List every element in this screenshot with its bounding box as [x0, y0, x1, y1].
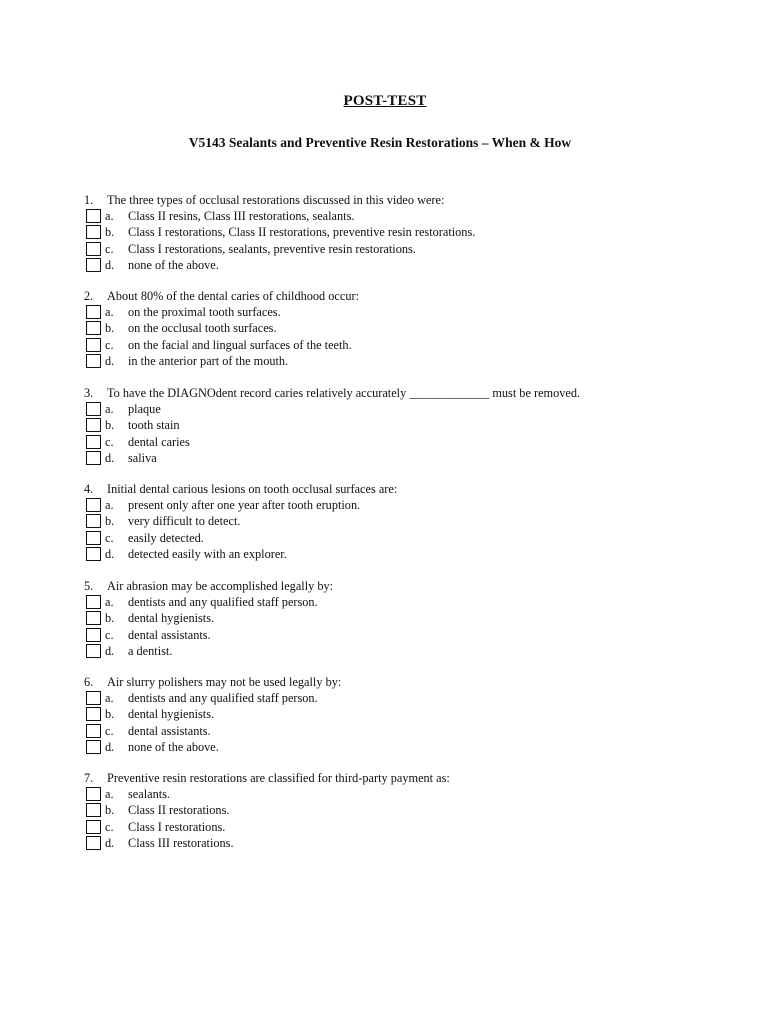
question-1 [84, 192, 744, 273]
option-b [84, 224, 744, 240]
question-text: The three types of occlusal restorations discussed in this video were: [107, 193, 445, 207]
question-stem [84, 192, 744, 208]
answer-checkbox[interactable] [86, 435, 101, 449]
question-text: Air slurry polishers may not be used legally by: [107, 675, 342, 689]
answer-checkbox[interactable] [86, 258, 101, 272]
option-d [84, 353, 744, 369]
option-letter: c. [105, 530, 114, 545]
question-text: Preventive resin restorations are classified for third-party payment as: [107, 771, 450, 785]
answer-checkbox[interactable] [86, 498, 101, 512]
option-letter: a. [105, 498, 114, 513]
answer-checkbox[interactable] [86, 209, 101, 223]
question-stem [84, 288, 744, 304]
answer-checkbox[interactable] [86, 787, 101, 801]
option-letter: a. [105, 787, 114, 802]
answer-checkbox[interactable] [86, 418, 101, 432]
option-text: tooth stain [128, 418, 180, 433]
option-text: saliva [128, 450, 157, 465]
option-letter: b. [105, 803, 115, 818]
answer-checkbox[interactable] [86, 547, 101, 561]
option-b [84, 610, 744, 626]
answer-checkbox[interactable] [86, 354, 101, 368]
option-letter: d. [105, 835, 115, 850]
option-letter: a. [105, 209, 114, 224]
answer-checkbox[interactable] [86, 691, 101, 705]
option-b [84, 802, 744, 818]
answer-checkbox[interactable] [86, 225, 101, 239]
option-a [84, 304, 744, 320]
question-stem [84, 385, 744, 401]
question-stem [84, 578, 744, 594]
option-b [84, 513, 744, 529]
option-text: detected easily with an explorer. [128, 546, 287, 561]
option-text: Class II restorations. [128, 803, 230, 818]
option-letter: d. [105, 257, 115, 272]
answer-checkbox[interactable] [86, 724, 101, 738]
option-text: dentists and any qualified staff person. [128, 691, 318, 706]
option-c [84, 819, 744, 835]
option-letter: a. [105, 305, 114, 320]
page-subtitle: V5143 Sealants and Preventive Resin Restorations – When & How [188, 135, 572, 150]
option-letter: c. [105, 627, 114, 642]
question-text: About 80% of the dental caries of childhood occur: [107, 289, 360, 303]
answer-checkbox[interactable] [86, 836, 101, 850]
option-letter: a. [105, 595, 114, 610]
option-letter: d. [105, 353, 115, 368]
question-number: 3. [84, 386, 94, 400]
answer-checkbox[interactable] [86, 451, 101, 465]
answer-checkbox[interactable] [86, 707, 101, 721]
answer-checkbox[interactable] [86, 628, 101, 642]
option-text: dental caries [128, 434, 190, 449]
question-6 [84, 674, 744, 755]
answer-checkbox[interactable] [86, 820, 101, 834]
answer-checkbox[interactable] [86, 305, 101, 319]
option-c [84, 337, 744, 353]
answer-checkbox[interactable] [86, 803, 101, 817]
question-text: Air abrasion may be accomplished legally by: [107, 579, 334, 593]
option-text: none of the above. [128, 739, 219, 754]
option-text: none of the above. [128, 257, 219, 272]
answer-checkbox[interactable] [86, 644, 101, 658]
question-stem [84, 674, 744, 690]
option-text: dental hygienists. [128, 611, 215, 626]
answer-checkbox[interactable] [86, 514, 101, 528]
answer-checkbox[interactable] [86, 402, 101, 416]
option-d [84, 257, 744, 273]
option-text: very difficult to detect. [128, 514, 241, 529]
option-c [84, 434, 744, 450]
option-letter: b. [105, 707, 115, 722]
option-d [84, 450, 744, 466]
option-a [84, 690, 744, 706]
option-letter: d. [105, 450, 115, 465]
option-text: on the occlusal tooth surfaces. [128, 321, 277, 336]
question-number: 7. [84, 771, 94, 785]
option-c [84, 627, 744, 643]
option-a [84, 401, 744, 417]
option-letter: b. [105, 321, 115, 336]
question-2 [84, 288, 744, 369]
question-7 [84, 770, 744, 851]
question-number: 6. [84, 675, 94, 689]
option-a [84, 208, 744, 224]
answer-checkbox[interactable] [86, 740, 101, 754]
option-letter: a. [105, 402, 114, 417]
option-a [84, 594, 744, 610]
option-letter: c. [105, 337, 114, 352]
option-letter: d. [105, 546, 115, 561]
option-b [84, 706, 744, 722]
option-letter: b. [105, 514, 115, 529]
answer-checkbox[interactable] [86, 595, 101, 609]
option-text: dental assistants. [128, 723, 211, 738]
option-text: dental assistants. [128, 627, 211, 642]
question-number: 2. [84, 289, 94, 303]
option-text: Class I restorations, Class II restorations, preventive resin restorations. [128, 225, 476, 240]
option-a [84, 497, 744, 513]
option-text: Class III restorations. [128, 835, 234, 850]
answer-checkbox[interactable] [86, 338, 101, 352]
option-c [84, 723, 744, 739]
option-text: Class I restorations. [128, 819, 226, 834]
option-text: easily detected. [128, 530, 204, 545]
option-text: on the proximal tooth surfaces. [128, 305, 281, 320]
option-letter: b. [105, 225, 115, 240]
option-letter: b. [105, 418, 115, 433]
question-number: 1. [84, 193, 94, 207]
page-title: POST-TEST [343, 93, 427, 109]
question-3 [84, 385, 744, 466]
option-letter: d. [105, 643, 115, 658]
option-text: dentists and any qualified staff person. [128, 595, 318, 610]
question-stem [84, 770, 744, 786]
option-text: sealants. [128, 787, 171, 802]
answer-checkbox[interactable] [86, 611, 101, 625]
answer-checkbox[interactable] [86, 242, 101, 256]
option-letter: c. [105, 241, 114, 256]
option-letter: c. [105, 434, 114, 449]
question-5 [84, 578, 744, 659]
option-letter: c. [105, 819, 114, 834]
option-letter: c. [105, 723, 114, 738]
answer-checkbox[interactable] [86, 531, 101, 545]
option-letter: d. [105, 739, 115, 754]
option-c [84, 530, 744, 546]
answer-checkbox[interactable] [86, 321, 101, 335]
option-letter: b. [105, 611, 115, 626]
option-text: Class II resins, Class III restorations, sealants. [128, 209, 355, 224]
question-number: 4. [84, 482, 94, 496]
question-stem [84, 481, 744, 497]
option-text: dental hygienists. [128, 707, 215, 722]
option-a [84, 786, 744, 802]
option-d [84, 835, 744, 851]
question-text: Initial dental carious lesions on tooth occlusal surfaces are: [107, 482, 398, 496]
question-4 [84, 481, 744, 562]
option-letter: a. [105, 691, 114, 706]
option-text: Class I restorations, sealants, preventive resin restorations. [128, 241, 416, 256]
option-text: plaque [128, 402, 161, 417]
question-number: 5. [84, 579, 94, 593]
option-b [84, 417, 744, 433]
option-text: present only after one year after tooth eruption. [128, 498, 361, 513]
option-text: a dentist. [128, 643, 173, 658]
option-text: on the facial and lingual surfaces of the teeth. [128, 337, 352, 352]
option-d [84, 546, 744, 562]
option-b [84, 320, 744, 336]
option-text: in the anterior part of the mouth. [128, 353, 289, 368]
option-d [84, 739, 744, 755]
option-c [84, 241, 744, 257]
question-text: To have the DIAGNOdent record caries relatively accurately _____________ must be removed. [107, 386, 581, 400]
option-d [84, 643, 744, 659]
